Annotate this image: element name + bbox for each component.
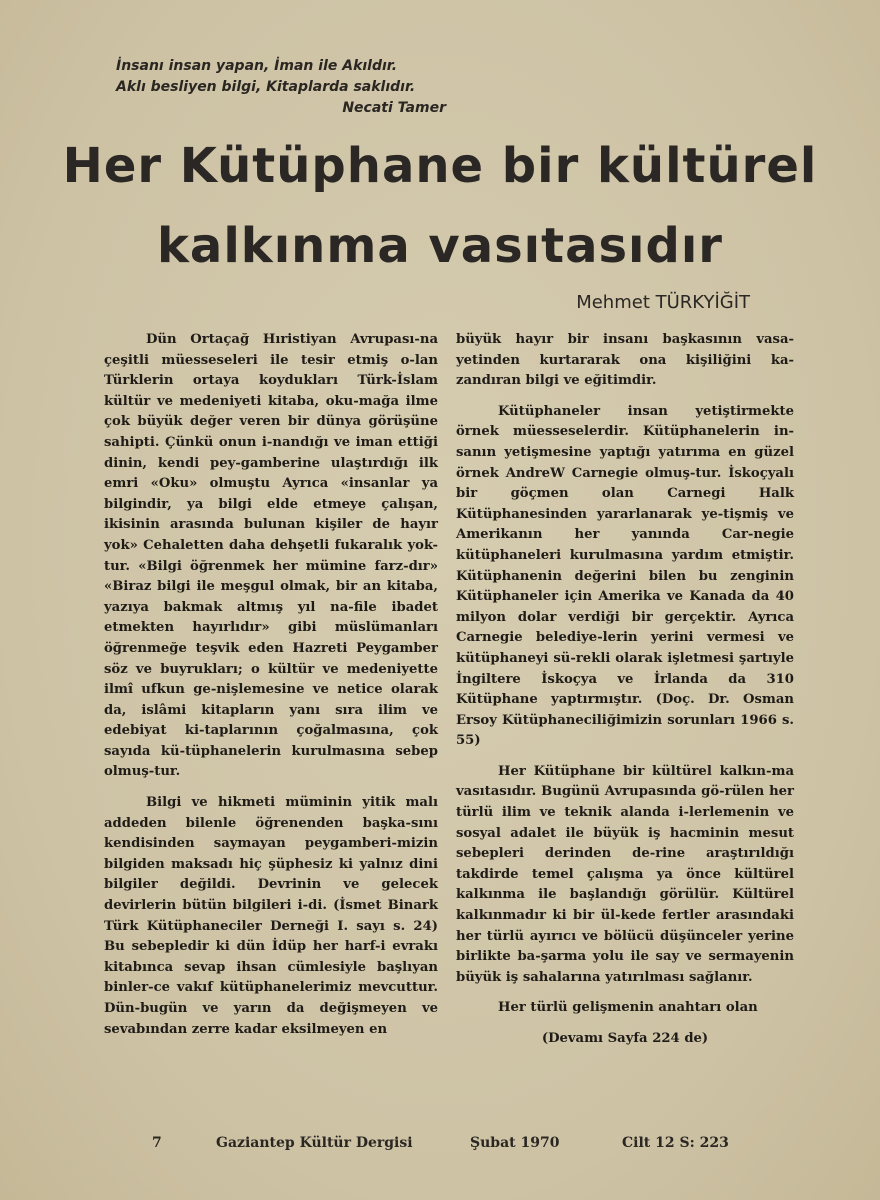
epigraph-line-2: Aklı besliyen bilgi, Kitaplarda saklıdır. xyxy=(116,79,416,95)
footer-date: Şubat 1970 xyxy=(470,1135,560,1151)
right-paragraph-1: büyük hayır bir insanı başkasının vasa-yetinden kurtararak ona kişiliğini ka-zandıran bilgi ve eğitimdir. xyxy=(456,332,794,389)
right-column xyxy=(456,330,794,1060)
left-paragraph-2: Bilgi ve hikmeti müminin yitik malı addeden bilenle öğrenenden başka-sını kendisinden saymayan peygamberi-mizin bilgiden maksadı hiç şüphesiz ki yalnız dini bilgiler değildi. Devrinin ve gelecek devirlerin bütün bilgileri i-di. (İsmet Binark Türk Kütüphaneciler Derneği I. sayı s. 24) Bu sebepledir ki dün İdüp her harf-i evrakı kitabınca sevap ihsan cümlesiyle başlıyan binler-ce vakıf kütüphanelerimiz mevcuttur. Dün-bugün ve yarın da değişmeyen ve sevabından zerre kadar eksilmeyen en xyxy=(104,795,438,1037)
left-paragraph-1: Dün Ortaçağ Hıristiyan Avrupası-na çeşitli müesseseleri ile tesir etmiş o-lan Türklerin ortaya koydukları Türk-İslam kültür ve medeniyeti kitaba, oku-mağa ilme çok büyük değer veren bir dünya görüşüne sahipti. Çünkü onun i-nandığı ve iman ettiği dinin, kendi pey-gamberine ulaştırdığı ilk emri «Oku» olmuştu Ayrıca «insanlar ya bilgindir, ya bilgi elde etmeye çalışan, ikisinin arasında bulunan kişiler de hayır yok» Cehaletten daha dehşetli fukaralık yok-tur. «Bilgi öğrenmek her mümine farz-dır» «Biraz bilgi ile meşgul olmak, bir an kitaba, yazıya bakmak altmış yıl na-file ibadet etmekten hayırlıdır» gibi müslümanları öğrenmeğe teşvik eden Hazreti Peygamber söz ve buyrukları; o kültür ve medeniyette ilmî ufkun ge-nişlemesine ve netice olarak da, islâmi kitapların yanı sıra ilim ve edebiyat ki-taplarının çoğalmasına, çok sayıda kü-tüphanelerin kurulmasına sebep olmuş-tur. xyxy=(104,332,438,780)
left-column xyxy=(104,330,438,1050)
continued-note: (Devamı Sayfa 224 de) xyxy=(541,1031,709,1046)
page-footer xyxy=(0,1135,880,1159)
right-paragraph-3: Her Kütüphane bir kültürel kalkın-ma vasıtasıdır. Bugünü Avrupasında gö-rülen her türlü ilim ve teknik alanda i-lerlemenin ve sosyal adalet ile büyük iş hacminin mesut sebepleri derinden de-rine araştırıldığı takdirde temel çalışma ya önce kültürel kalkınma ile başlandığı görülür. Kültürel kalkınmadır ki bir ül-kede fertler arasındaki her türlü ayırıcı ve bölücü düşünceler yerine birlikte ba-şarma yolu ile say ve sermayenin büyük iş sahalarına yatırılması sağlanır. xyxy=(456,763,794,985)
epigraph-line-1: İnsanı insan yapan, İman ile Akıldır. xyxy=(116,58,398,74)
footer-volume: Cilt 12 S: 223 xyxy=(622,1135,729,1151)
article-title-line-1: Her Kütüphane bir kültürel xyxy=(62,138,818,194)
right-paragraph-4: Her türlü gelişmenin anahtarı olan xyxy=(498,1000,758,1016)
footer-page-number: 7 xyxy=(152,1135,162,1151)
author-byline: Mehmet TÜRKYİĞİT xyxy=(576,292,750,313)
footer-journal-name: Gaziantep Kültür Dergisi xyxy=(216,1135,413,1151)
epigraph xyxy=(116,56,476,119)
right-paragraph-2: Kütüphaneler insan yetiştirmekte örnek müesseselerdir. Kütüphanelerin in-sanın yetişmesine yaptığı yatırıma en güzel örnek AndreW Carnegie olmuş-tur. İskoçyalı bir göçmen olan Carnegi Halk Kütüphanesinden yararlanarak ye-tişmiş ve Amerikanın her yanında Car-negie kütüphaneleri kurulmasına yardım etmiştir. Kütüphanenin değerini bilen bu zenginin Kütüphaneler için Amerika ve Kanada da 40 milyon dolar verdiği bir gerçektir. Ayrıca Carnegie belediye-lerin yerini vermesi ve kütüphaneyi sü-rekli olarak işletmesi şartıyle İngiltere İskoçya ve İrlanda da 310 Kütüphane yaptırmıştır. (Doç. Dr. Osman Ersoy Kütüphaneciliğimizin sorunları 1966 s. 55) xyxy=(456,403,794,749)
epigraph-author: Necati Tamer xyxy=(342,100,446,116)
article-title-line-2: kalkınma vasıtasıdır xyxy=(157,218,723,274)
